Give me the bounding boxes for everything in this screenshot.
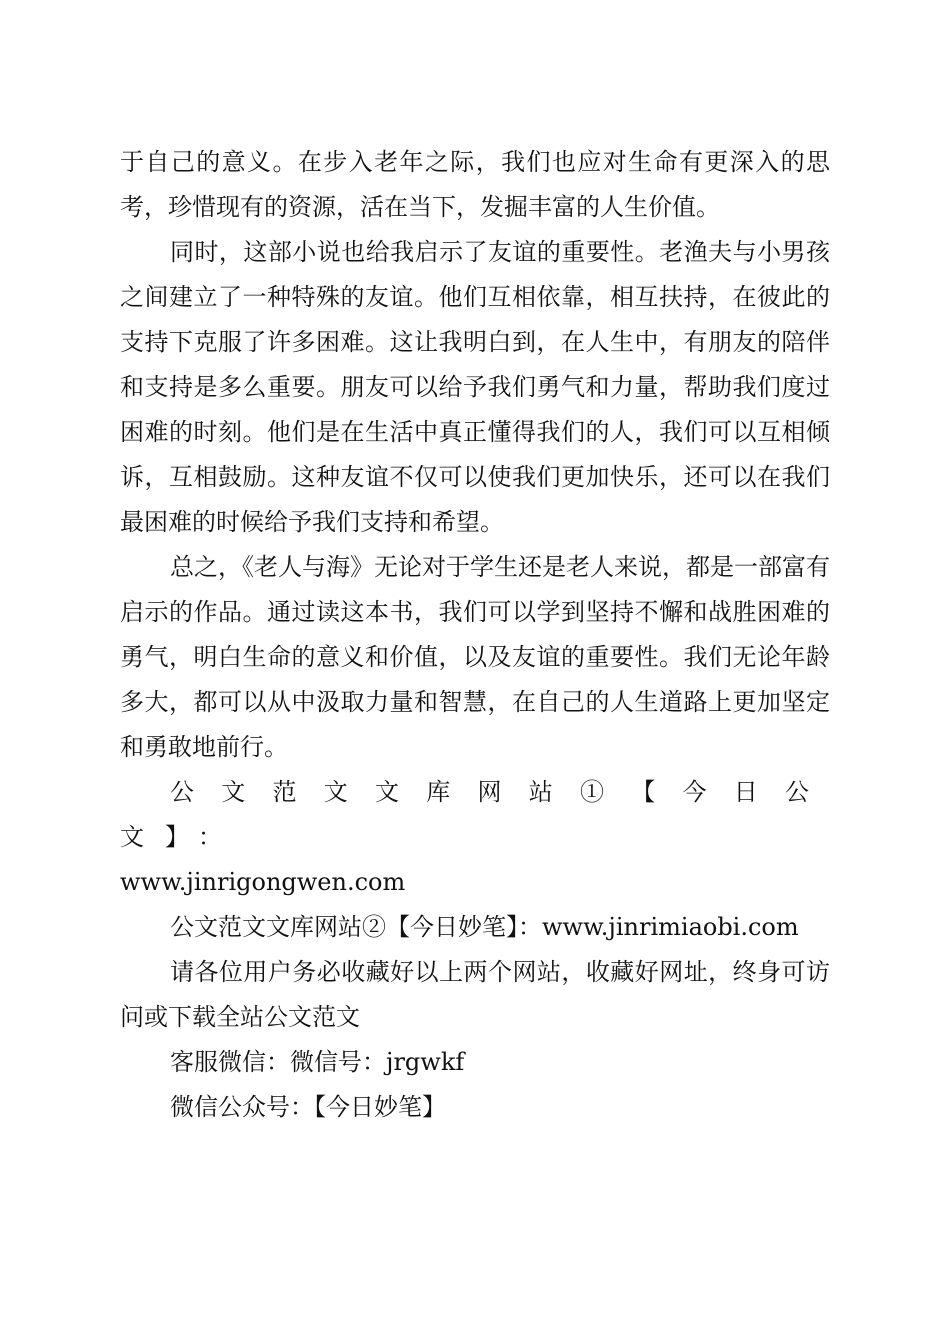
paragraph-1: 于自己的意义。在步入老年之际，我们也应对生命有更深入的思考，珍惜现有的资源，活在当下，发掘丰富的人生价值。 (120, 148, 830, 221)
site1-label: 公文范文文库网站①【今日公文】： (120, 778, 830, 851)
notice-text: 请各位用户务必收藏好以上两个网站，收藏好网址，终身可访问或下载全站公文范文 (120, 958, 830, 1031)
site2-line[interactable]: 公文范文文库网站②【今日妙笔】：www.jinrimiaobi.com (170, 913, 799, 941)
paragraph-3: 总之，《老人与海》无论对于学生还是老人来说，都是一部富有启示的作品。通过读这本书，我们可以学到坚持不懈和战胜困难的勇气，明白生命的意义和价值，以及友谊的重要性。我们无论年龄多大，都可以从中汲取力量和智慧，在自己的人生道路上更加坚定和勇敢地前行。 (120, 553, 830, 761)
official-account: 微信公众号：【今日妙笔】 (170, 1093, 446, 1121)
site1-url[interactable]: www.jinrigongwen.com (120, 868, 406, 896)
site1-line (120, 770, 830, 860)
service-wechat: 客服微信：微信号：jrgwkf (170, 1048, 465, 1076)
paragraph-2: 同时，这部小说也给我启示了友谊的重要性。老渔夫与小男孩之间建立了一种特殊的友谊。他们互相依靠，相互扶持，在彼此的支持下克服了许多困难。这让我明白到，在人生中，有朋友的陪伴和支持是多么重要。朋友可以给予我们勇气和力量，帮助我们度过困难的时刻。他们是在生活中真正懂得我们的人，我们可以互相倾诉，互相鼓励。这种友谊不仅可以使我们更加快乐，还可以在我们最困难的时候给予我们支持和希望。 (120, 238, 830, 536)
document-page (120, 140, 830, 1130)
